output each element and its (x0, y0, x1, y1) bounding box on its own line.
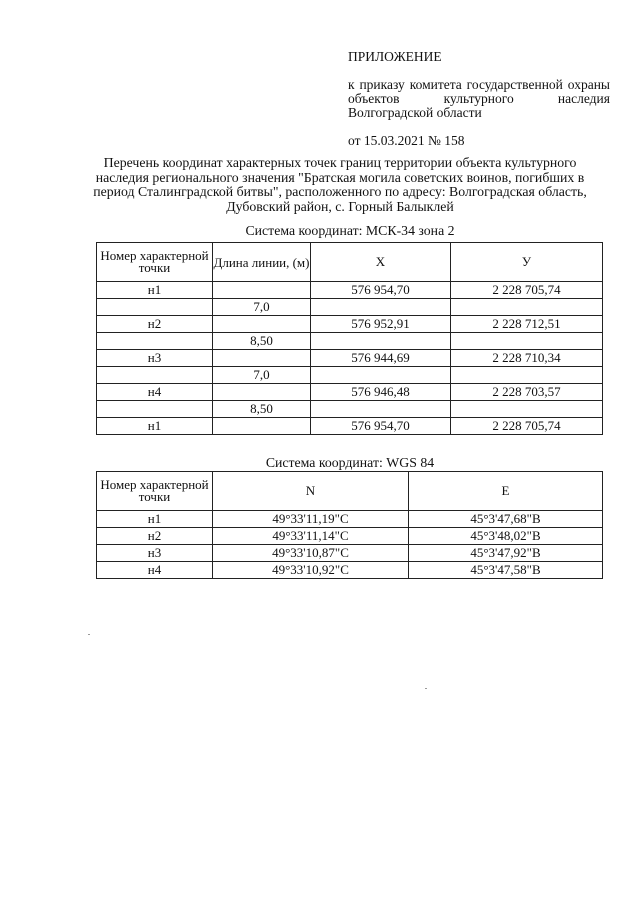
appendix-block (348, 50, 610, 148)
longitude-cell: 45°3'48,02"В (409, 528, 603, 545)
x-cell (311, 333, 451, 350)
y-cell (451, 401, 603, 418)
x-cell: 576 944,69 (311, 350, 451, 367)
longitude-cell: 45°3'47,58"В (409, 562, 603, 579)
latitude-cell: 49°33'11,14"С (213, 528, 409, 545)
y-cell: 2 228 710,34 (451, 350, 603, 367)
wgs-header-n: N (213, 472, 409, 511)
table-row (97, 418, 603, 435)
x-cell: 576 946,48 (311, 384, 451, 401)
longitude-cell: 45°3'47,68"В (409, 511, 603, 528)
wgs-header-point: Номер характерной точки (97, 472, 213, 511)
msk-system-title: Система координат: МСК-34 зона 2 (245, 223, 455, 238)
scan-speck (88, 634, 90, 635)
point-cell (97, 367, 213, 384)
point-cell: н3 (97, 545, 213, 562)
x-cell (311, 299, 451, 316)
y-cell: 2 228 703,57 (451, 384, 603, 401)
msk-header-length: Длина линии, (м) (213, 243, 311, 282)
point-cell (97, 401, 213, 418)
length-cell: 8,50 (213, 333, 311, 350)
x-cell: 576 954,70 (311, 418, 451, 435)
x-cell (311, 367, 451, 384)
wgs-system-title: Система координат: WGS 84 (265, 455, 435, 470)
x-cell: 576 952,91 (311, 316, 451, 333)
length-cell (213, 316, 311, 333)
y-cell: 2 228 712,51 (451, 316, 603, 333)
table-row (97, 528, 603, 545)
length-cell: 7,0 (213, 367, 311, 384)
msk-header-x: X (311, 243, 451, 282)
point-cell: н1 (97, 282, 213, 299)
y-cell (451, 367, 603, 384)
table-row (97, 316, 603, 333)
length-cell (213, 282, 311, 299)
wgs-coordinates-table (96, 471, 603, 579)
msk-header-y: У (451, 243, 603, 282)
document-title: Перечень координат характерных точек границ территории объекта культурного наследия регионального значения "Братская могила советских воинов, погибших в период Сталинградской битвы", расположенного по адресу: Волгоградская область, Дубовский район, с. Горный Балыклей (93, 155, 587, 214)
point-cell: н3 (97, 350, 213, 367)
point-cell: н1 (97, 511, 213, 528)
msk-coordinates-table (96, 242, 603, 435)
table-row (97, 367, 603, 384)
point-cell: н1 (97, 418, 213, 435)
point-cell: н2 (97, 316, 213, 333)
length-cell (213, 384, 311, 401)
appendix-date-number: от 15.03.2021 № 158 (348, 133, 465, 148)
wgs-header-e: E (409, 472, 603, 511)
msk-header-row (97, 243, 603, 282)
point-cell (97, 333, 213, 350)
table-row (97, 350, 603, 367)
length-cell: 8,50 (213, 401, 311, 418)
y-cell: 2 228 705,74 (451, 418, 603, 435)
latitude-cell: 49°33'10,87"С (213, 545, 409, 562)
table-row (97, 282, 603, 299)
appendix-order-text: к приказу комитета государственной охраны объектов культурного наследия Волгоградской области (348, 77, 610, 120)
scan-speck (425, 688, 427, 689)
point-cell (97, 299, 213, 316)
table-row (97, 545, 603, 562)
length-cell (213, 418, 311, 435)
table-row (97, 511, 603, 528)
table-row (97, 299, 603, 316)
table-row (97, 333, 603, 350)
wgs-header-row (97, 472, 603, 511)
point-cell: н4 (97, 562, 213, 579)
y-cell: 2 228 705,74 (451, 282, 603, 299)
table-row (97, 384, 603, 401)
table-row (97, 562, 603, 579)
msk-header-point: Номер характерной точки (97, 243, 213, 282)
appendix-heading: ПРИЛОЖЕНИЕ (348, 49, 442, 64)
y-cell (451, 299, 603, 316)
x-cell (311, 401, 451, 418)
point-cell: н2 (97, 528, 213, 545)
table-row (97, 401, 603, 418)
longitude-cell: 45°3'47,92"В (409, 545, 603, 562)
length-cell: 7,0 (213, 299, 311, 316)
point-cell: н4 (97, 384, 213, 401)
latitude-cell: 49°33'11,19"С (213, 511, 409, 528)
latitude-cell: 49°33'10,92"С (213, 562, 409, 579)
y-cell (451, 333, 603, 350)
length-cell (213, 350, 311, 367)
x-cell: 576 954,70 (311, 282, 451, 299)
